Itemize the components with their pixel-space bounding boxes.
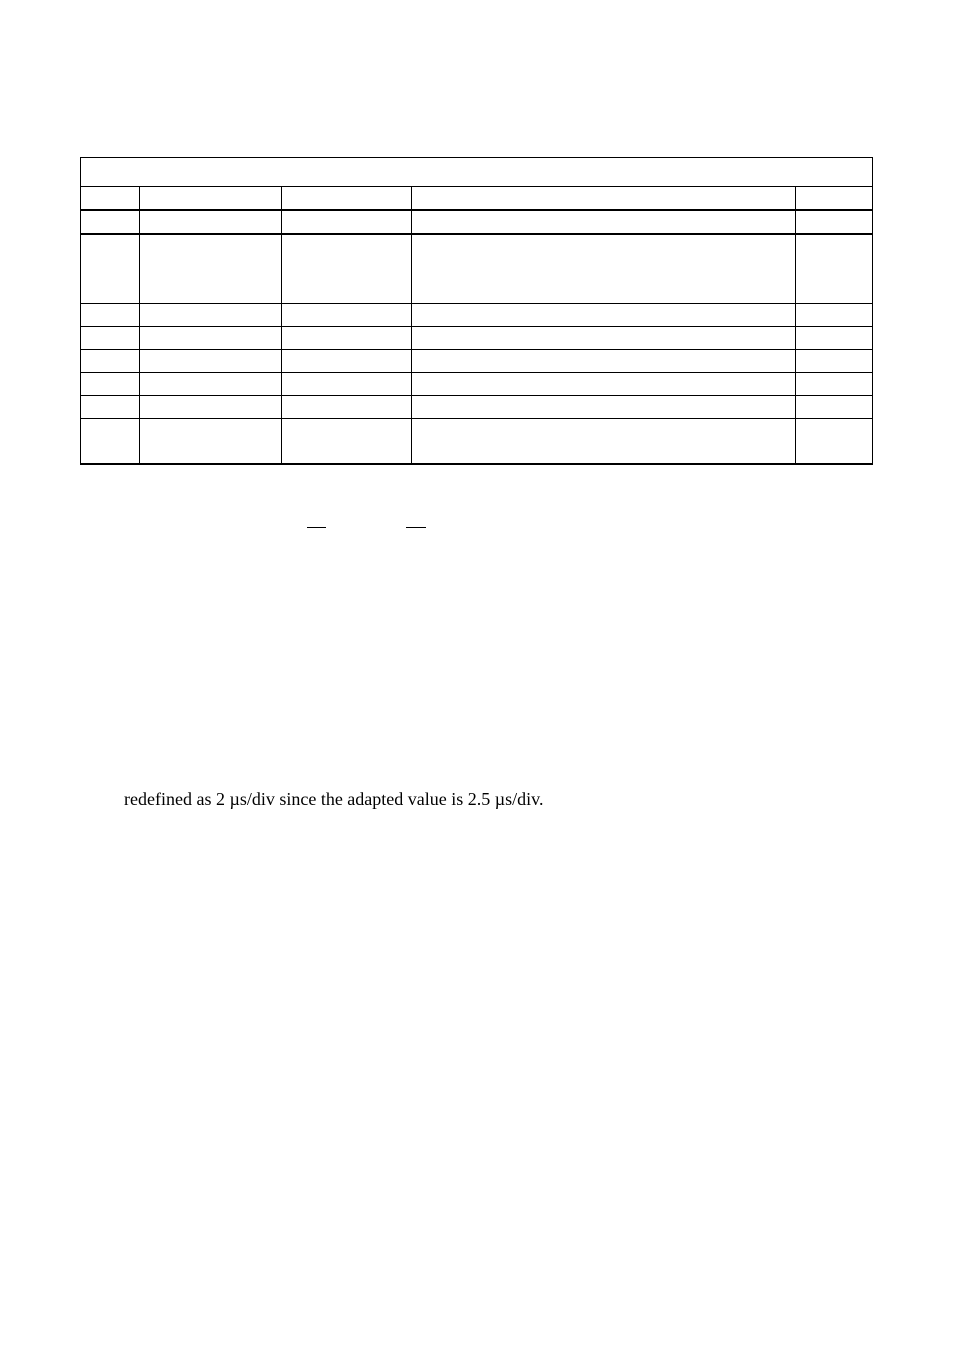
table-cell <box>412 373 796 396</box>
table-cell <box>282 419 412 465</box>
table-cell <box>412 350 796 373</box>
table-cell <box>796 350 873 373</box>
table-header-cell <box>81 187 140 211</box>
table-cell <box>81 304 140 327</box>
table-cell <box>81 419 140 465</box>
table-cell <box>796 327 873 350</box>
table-cell <box>282 210 412 234</box>
table-cell <box>796 234 873 304</box>
data-table <box>80 157 873 465</box>
table-row <box>81 419 873 465</box>
table-cell <box>140 210 282 234</box>
table-cell <box>282 327 412 350</box>
table-cell <box>412 327 796 350</box>
table-header-cell <box>412 187 796 211</box>
table-cell <box>412 419 796 465</box>
table-cell <box>412 304 796 327</box>
table-cell <box>282 304 412 327</box>
table-cell <box>140 304 282 327</box>
table-cell <box>140 350 282 373</box>
table-cell <box>282 396 412 419</box>
table-header-cell <box>140 187 282 211</box>
table-cell <box>796 210 873 234</box>
table-header-cell <box>282 187 412 211</box>
table-row <box>81 396 873 419</box>
table-cell <box>796 419 873 465</box>
table-row <box>81 234 873 304</box>
table-row <box>81 350 873 373</box>
table-header-row <box>81 187 873 211</box>
table-cell <box>140 419 282 465</box>
table-cell <box>81 210 140 234</box>
table-row <box>81 210 873 234</box>
table-cell <box>140 327 282 350</box>
table-cell <box>140 373 282 396</box>
table-cell <box>282 234 412 304</box>
table-cell <box>282 350 412 373</box>
body-text-line: redefined as 2 µs/div since the adapted value is 2.5 µs/div. <box>124 789 544 809</box>
table-cell <box>412 210 796 234</box>
table-cell <box>140 234 282 304</box>
table-cell <box>412 396 796 419</box>
table-caption <box>81 158 873 187</box>
table-cell <box>81 234 140 304</box>
table-caption-row <box>81 158 873 187</box>
table-cell <box>796 304 873 327</box>
table-cell <box>796 373 873 396</box>
table-cell <box>81 373 140 396</box>
table-cell <box>140 396 282 419</box>
table-cell <box>81 327 140 350</box>
table-cell <box>796 396 873 419</box>
overline-mark <box>307 527 326 528</box>
table-row <box>81 373 873 396</box>
overline-mark <box>406 527 426 528</box>
table-cell <box>81 350 140 373</box>
table-cell <box>412 234 796 304</box>
table-row <box>81 327 873 350</box>
table-cell <box>282 373 412 396</box>
table-cell <box>81 396 140 419</box>
table-header-cell <box>796 187 873 211</box>
table-row <box>81 304 873 327</box>
